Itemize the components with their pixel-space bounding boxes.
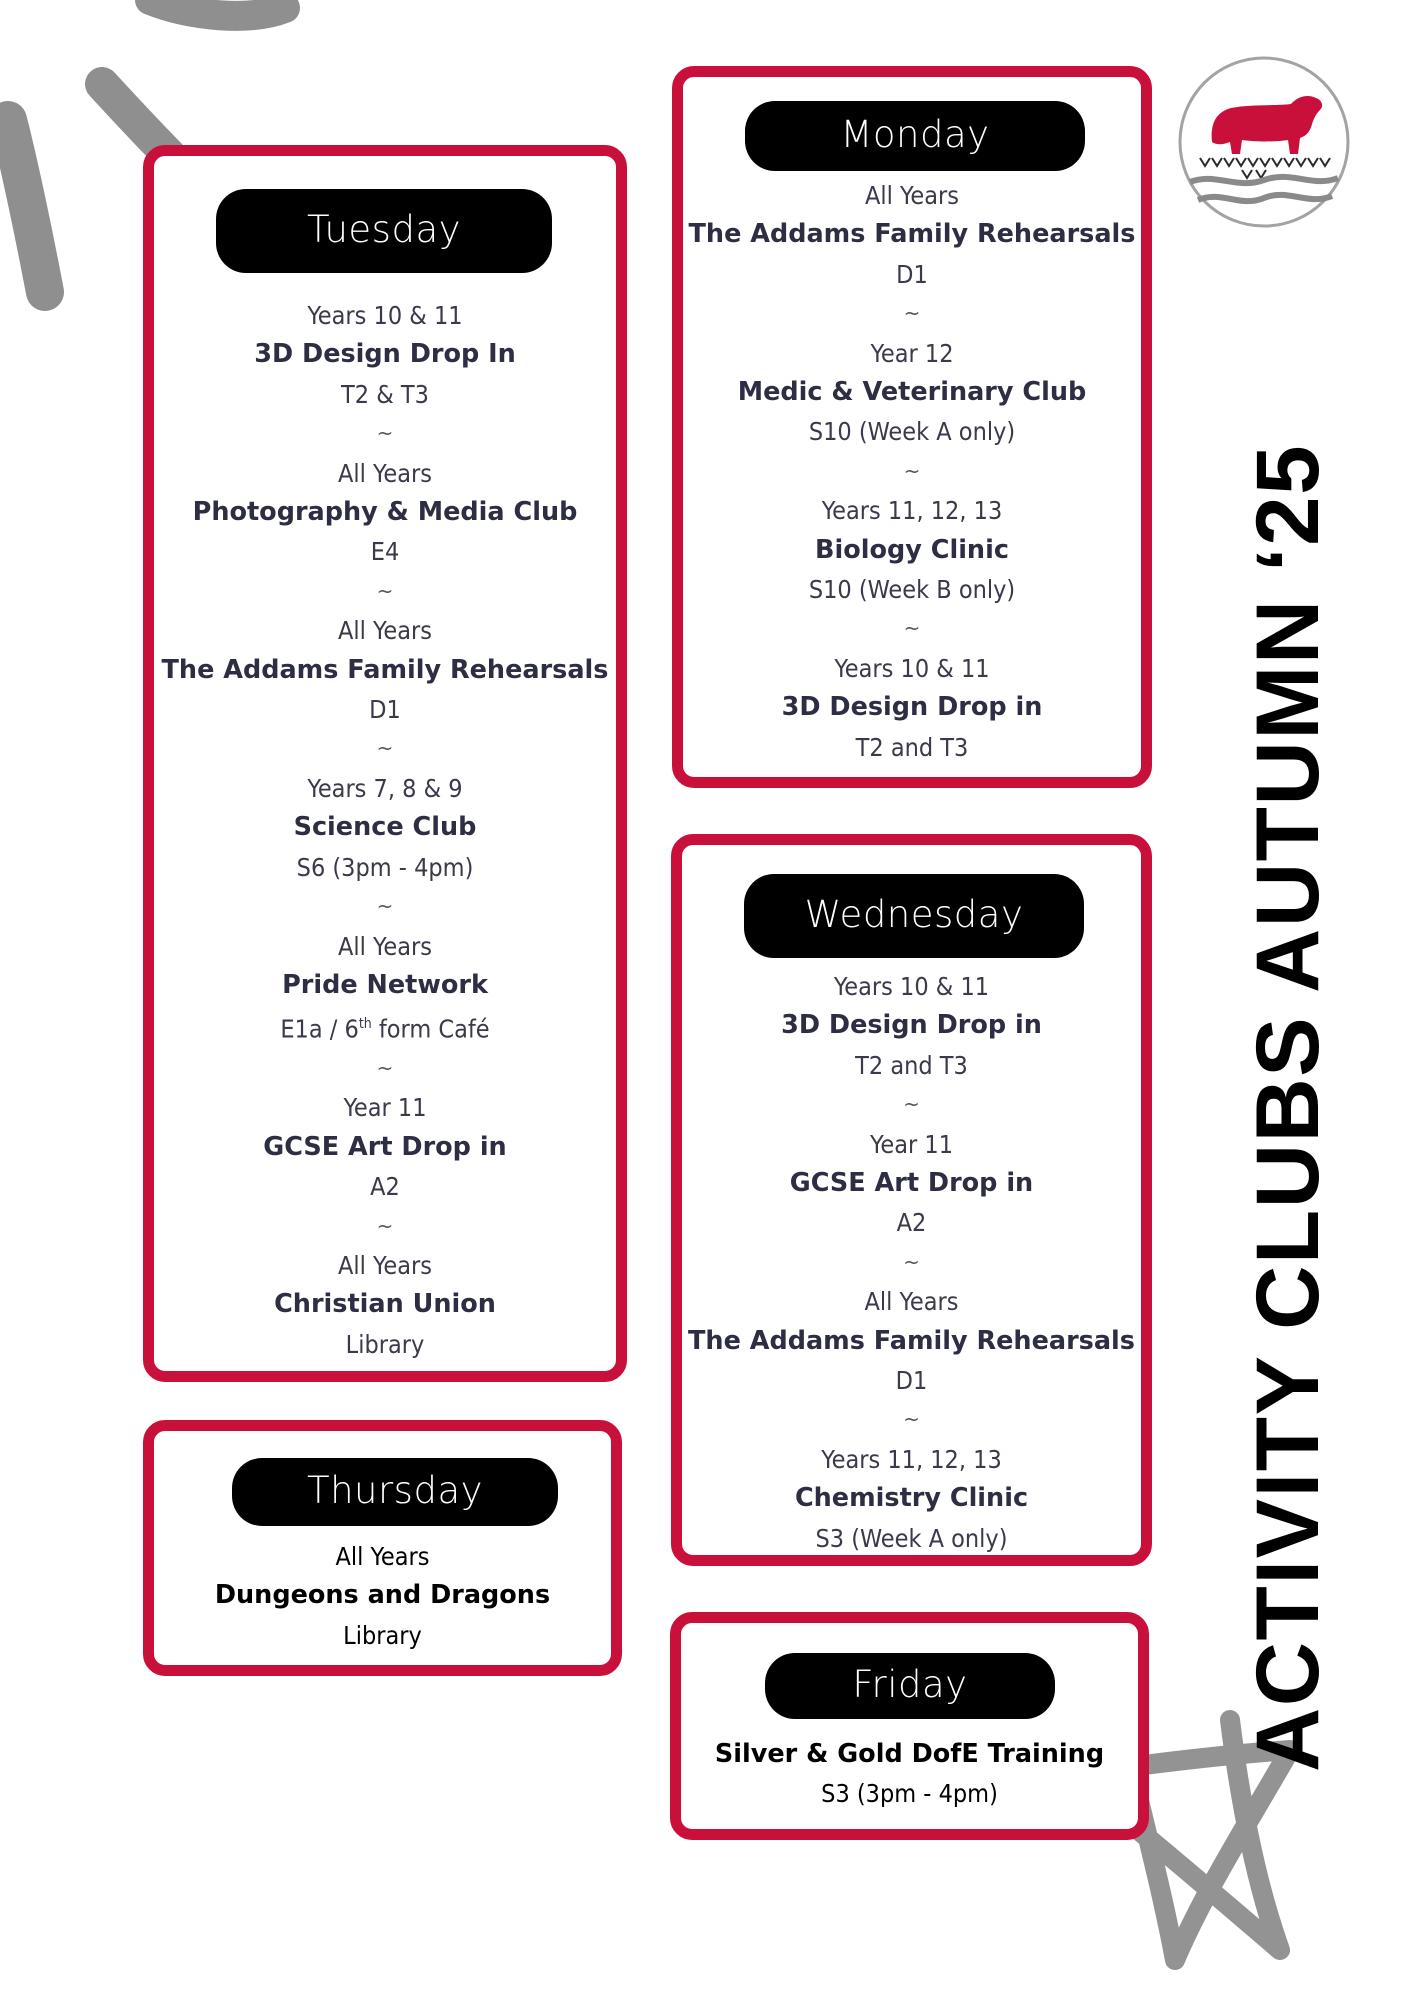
entry-years: All Years — [337, 616, 433, 646]
entry-years: All Years — [864, 181, 960, 210]
entry-club: Dungeons and Dragons — [214, 1580, 551, 1611]
separator: ~ — [903, 301, 921, 326]
entry-years: All Years — [337, 1251, 433, 1281]
thursday-card — [143, 1420, 622, 1676]
entry-years: Year 11 — [343, 1093, 427, 1123]
entry-years: Years 11, 12, 13 — [821, 1444, 1002, 1474]
entry-club: GCSE Art Drop in — [263, 1131, 507, 1162]
entry-years: Years 10 & 11 — [834, 653, 990, 683]
entry-club: Chemistry Clinic — [794, 1483, 1029, 1514]
entry-years: All Years — [335, 1542, 430, 1571]
entry-club: 3D Design Drop in — [781, 1010, 1042, 1041]
entry-room: T2 & T3 — [341, 379, 429, 409]
entry-room: T2 and T3 — [855, 732, 969, 762]
friday-card — [670, 1612, 1149, 1840]
entry-room: E4 — [370, 537, 400, 567]
entry-room: Library — [345, 1329, 425, 1359]
entry-room: D1 — [895, 1366, 928, 1396]
separator: ~ — [376, 1056, 394, 1081]
page-title: ACTIVITY CLUBS AUTUMN ‘25 — [1237, 443, 1337, 1772]
entry-years: Years 10 & 11 — [307, 301, 463, 330]
entry-years: Years 10 & 11 — [833, 972, 990, 1001]
entry-room: S6 (3pm - 4pm) — [296, 852, 474, 882]
entry-years: Year 11 — [869, 1129, 954, 1159]
entry-room: S10 (Week B only) — [808, 575, 1016, 605]
entry-club: GCSE Art Drop in — [789, 1168, 1034, 1199]
day-label-friday: Friday — [765, 1653, 1055, 1719]
day-label-tuesday: Tuesday — [216, 189, 552, 273]
entry-club: Photography & Media Club — [192, 497, 578, 528]
separator: ~ — [376, 421, 394, 446]
separator: ~ — [903, 616, 921, 641]
entry-club: The Addams Family Rehearsals — [688, 1325, 1135, 1356]
brush-stroke-top — [150, 0, 285, 16]
separator: ~ — [903, 458, 921, 483]
entry-club: Medic & Veterinary Club — [737, 377, 1087, 408]
separator: ~ — [376, 578, 394, 603]
entry-years: Year 12 — [870, 338, 954, 368]
day-label-wednesday: Wednesday — [744, 874, 1084, 958]
entry-years: Years 7, 8 & 9 — [307, 773, 463, 803]
tuesday-card — [143, 145, 627, 1382]
entry-room: S3 (Week A only) — [815, 1523, 1008, 1553]
entry-years: All Years — [337, 931, 433, 961]
wednesday-card — [671, 834, 1152, 1566]
entry-years: Years 11, 12, 13 — [821, 496, 1003, 526]
separator: ~ — [903, 1092, 920, 1117]
entry-club: 3D Design Drop in — [781, 692, 1043, 723]
entry-years: All Years — [337, 458, 433, 488]
entry-room: Library — [343, 1620, 422, 1650]
day-label-monday: Monday — [745, 101, 1085, 171]
brush-stroke-left — [8, 120, 45, 292]
entry-club: The Addams Family Rehearsals — [688, 219, 1136, 250]
entry-club: The Addams Family Rehearsals — [161, 654, 609, 685]
entry-years: All Years — [864, 1287, 959, 1317]
school-logo — [1176, 54, 1352, 230]
entry-club: 3D Design Drop In — [254, 339, 516, 370]
separator: ~ — [376, 1213, 394, 1238]
entry-club: Pride Network — [282, 969, 488, 1000]
entry-club: Science Club — [293, 812, 477, 843]
entry-club: Biology Clinic — [815, 534, 1009, 565]
entry-club: Silver & Gold DofE Training — [714, 1739, 1105, 1769]
monday-card — [672, 66, 1152, 788]
entry-room: E1a / 6th form Café — [280, 1014, 490, 1044]
entry-room: S10 (Week A only) — [808, 417, 1016, 447]
entry-room: A2 — [370, 1172, 400, 1202]
entry-room: A2 — [896, 1208, 927, 1238]
entry-room: D1 — [369, 695, 401, 725]
entry-club: Christian Union — [274, 1289, 496, 1320]
separator: ~ — [903, 1249, 920, 1274]
entry-room: D1 — [896, 259, 928, 289]
separator: ~ — [376, 736, 394, 761]
day-label-thursday: Thursday — [232, 1458, 558, 1526]
separator: ~ — [903, 1407, 920, 1432]
separator: ~ — [376, 894, 394, 919]
entry-room: T2 and T3 — [855, 1050, 968, 1080]
entry-room: S3 (3pm - 4pm) — [821, 1779, 998, 1809]
